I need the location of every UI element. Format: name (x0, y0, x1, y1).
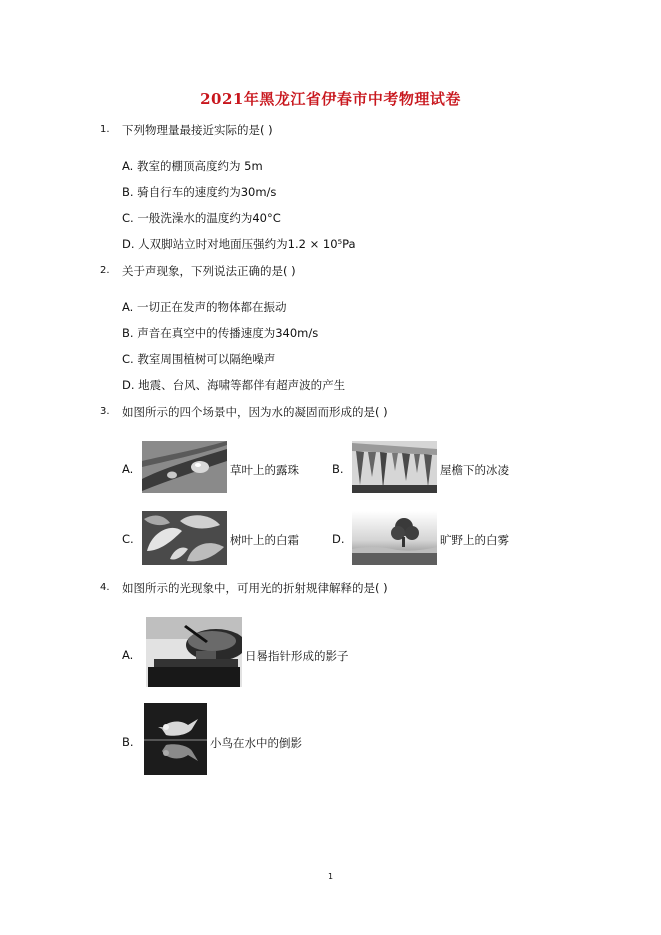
question-3-option-c-letter: C. (122, 532, 134, 546)
question-1-option-c: C. 一般洗澡水的温度约为40°C (122, 211, 281, 225)
icicles-photo (352, 441, 437, 493)
question-3-stem: 如图所示的四个场景中，因为水的凝固而形成的是( ) (122, 405, 388, 419)
question-1-option-b: B. 骑自行车的速度约为30m/s (122, 185, 277, 199)
question-1-option-d: D. 人双脚站立时对地面压强约为1.2 × 10⁵Pa (122, 237, 356, 251)
question-2-option-b: B. 声音在真空中的传播速度为340m/s (122, 326, 319, 340)
question-4-option-b-caption: 小鸟在水中的倒影 (210, 736, 302, 750)
question-4-stem: 如图所示的光现象中，可用光的折射规律解释的是( ) (122, 581, 388, 595)
frost-on-leaves-photo (142, 511, 227, 565)
question-3-option-a-letter: A. (122, 462, 134, 476)
question-2-stem: 关于声现象，下列说法正确的是( ) (122, 264, 296, 278)
question-4-option-b-letter: B. (122, 735, 134, 749)
question-2-number: 2. (100, 265, 110, 276)
exam-title: 2021年黑龙江省伊春市中考物理试卷 (200, 90, 461, 108)
question-3-option-d-letter: D. (332, 532, 345, 546)
question-2-option-d: D. 地震、台风、海啸等都伴有超声波的产生 (122, 378, 346, 392)
question-3-option-b-letter: B. (332, 462, 344, 476)
sundial-photo (146, 617, 242, 687)
question-2-option-a: A. 一切正在发声的物体都在振动 (122, 300, 287, 314)
question-3-number: 3. (100, 406, 110, 417)
bird-reflection-photo (144, 703, 207, 775)
question-3-option-a-caption: 草叶上的露珠 (230, 463, 299, 477)
page-number: 1 (327, 872, 334, 881)
question-3-option-d-caption: 旷野上的白雾 (440, 533, 509, 547)
question-1-number: 1. (100, 124, 110, 135)
question-4-number: 4. (100, 582, 110, 593)
question-1-option-a: A. 教室的棚顶高度约为 5m (122, 159, 263, 173)
question-2-option-c: C. 教室周围植树可以隔绝噪声 (122, 352, 276, 366)
fog-on-field-photo (352, 511, 437, 565)
dew-on-grass-photo (142, 441, 227, 493)
question-3-option-b-caption: 屋檐下的冰凌 (440, 463, 509, 477)
question-3-option-c-caption: 树叶上的白霜 (230, 533, 299, 547)
question-4-option-a-caption: 日晷指针形成的影子 (245, 649, 349, 663)
question-4-option-a-letter: A. (122, 648, 134, 662)
question-1-stem: 下列物理量最接近实际的是( ) (122, 123, 273, 137)
